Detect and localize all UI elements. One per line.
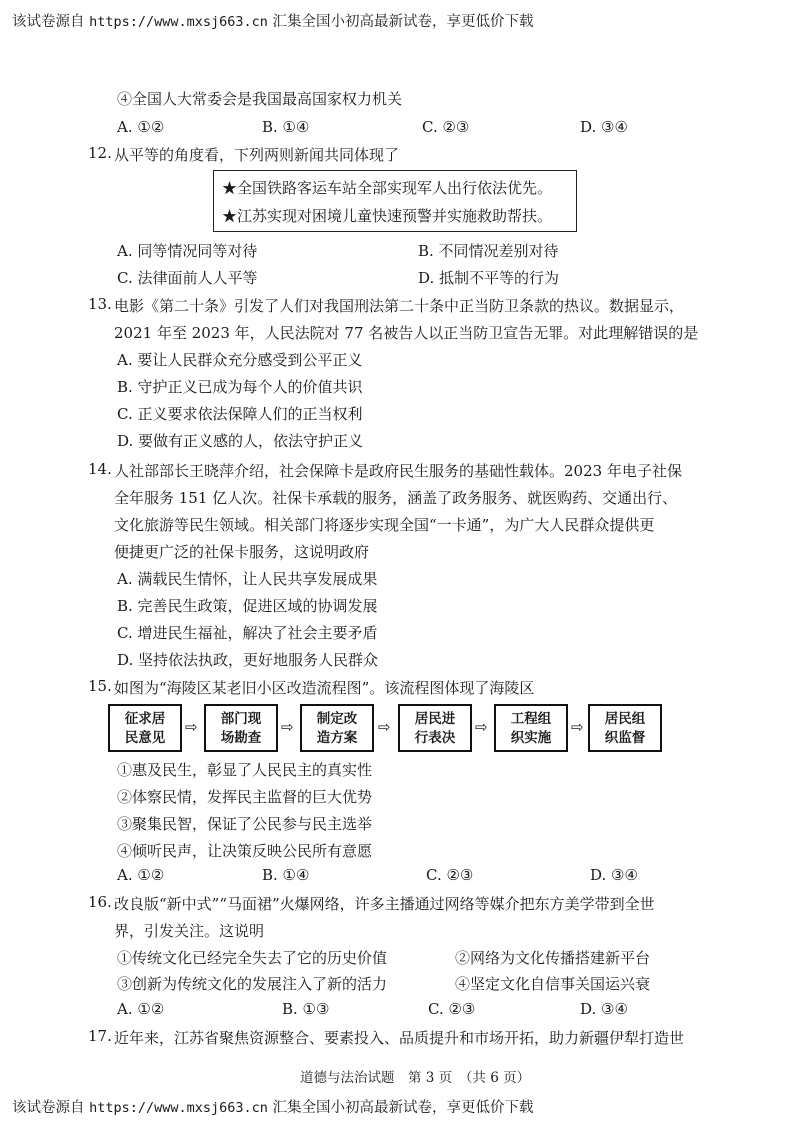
q15-number: 15. bbox=[88, 677, 112, 695]
q13-number: 13. bbox=[88, 295, 112, 313]
flow-step-4 bbox=[398, 704, 472, 752]
q11-item-4: ④全国人大常委会是我国最高国家权力机关 bbox=[117, 90, 403, 108]
flow-step-2 bbox=[204, 704, 278, 752]
bottom-banner-suffix: 汇集全国小初高最新试卷，享更低价下载 bbox=[272, 1100, 534, 1116]
flow-step-4-line-1: 居民进 bbox=[414, 711, 456, 727]
q14-stem-line-1: 人社部部长王晓萍介绍，社会保障卡是政府民生服务的基础性载体。2023 年电子社保 bbox=[114, 462, 682, 480]
q16-number: 16. bbox=[88, 893, 112, 911]
q13-option-b: B. 守护正义已成为每个人的价值共识 bbox=[117, 378, 363, 396]
flow-arrow-2: ⇨ bbox=[281, 718, 294, 736]
q12-news-1: ★全国铁路客运车站全部实现军人出行依法优先。 bbox=[222, 179, 553, 197]
q12-stem: 从平等的角度看，下列两则新闻共同体现了 bbox=[114, 146, 400, 164]
q15-option-b: B. ①④ bbox=[262, 866, 310, 884]
q14-stem-line-2: 全年服务 151 亿人次。社保卡承载的服务，涵盖了政务服务、就医购药、交通出行、 bbox=[114, 489, 678, 507]
q17-stem: 近年来，江苏省聚焦资源整合、要素投入、品质提升和市场开拓，助力新疆伊犁打造世 bbox=[114, 1029, 685, 1047]
q12-option-b: B. 不同情况差别对待 bbox=[418, 242, 559, 260]
banner-suffix: 汇集全国小初高最新试卷，享更低价下载 bbox=[272, 14, 534, 30]
q16-option-a: A. ①② bbox=[117, 1000, 165, 1018]
q13-option-c: C. 正义要求依法保障人们的正当权利 bbox=[117, 405, 363, 423]
bottom-banner-url[interactable]: https://www.mxsj663.cn bbox=[89, 1100, 268, 1116]
flow-step-1-line-2: 民意见 bbox=[124, 730, 166, 746]
flow-step-5-line-1: 工程组 bbox=[510, 711, 552, 727]
q16-option-c: C. ②③ bbox=[428, 1000, 476, 1018]
q11-option-c: C. ②③ bbox=[422, 118, 470, 136]
q11-option-b: B. ①④ bbox=[262, 118, 310, 136]
q11-option-a: A. ①② bbox=[117, 118, 165, 136]
q16-item-3: ③创新为传统文化的发展注入了新的活力 bbox=[117, 975, 388, 993]
q15-item-1: ①惠及民生，彰显了人民民主的真实性 bbox=[117, 761, 373, 779]
q14-number: 14. bbox=[88, 460, 112, 478]
banner-prefix: 该试卷源自 bbox=[12, 14, 85, 30]
q12-option-a: A. 同等情况同等对待 bbox=[117, 242, 258, 260]
bottom-banner bbox=[12, 1096, 534, 1117]
q16-stem-line-1: 改良版“新中式”“马面裙”火爆网络，许多主播通过网络等媒介把东方美学带到全世 bbox=[114, 895, 655, 913]
q12-news-2: ★江苏实现对困境儿童快速预警并实施救助帮扶。 bbox=[222, 207, 553, 225]
flow-arrow-3: ⇨ bbox=[378, 718, 391, 736]
q13-option-a: A. 要让人民群众充分感受到公平正义 bbox=[117, 351, 363, 369]
q14-option-a: A. 满载民生情怀，让人民共享发展成果 bbox=[117, 570, 378, 588]
q16-option-b: B. ①③ bbox=[282, 1000, 330, 1018]
q15-item-2: ②体察民情，发挥民主监督的巨大优势 bbox=[117, 788, 373, 806]
q14-option-d: D. 坚持依法执政，更好地服务人民群众 bbox=[117, 651, 379, 669]
q16-option-d: D. ③④ bbox=[580, 1000, 628, 1018]
q17-number: 17. bbox=[88, 1027, 112, 1045]
flow-step-6 bbox=[588, 704, 662, 752]
flow-step-3 bbox=[300, 704, 374, 752]
q16-item-4: ④坚定文化自信事关国运兴衰 bbox=[455, 975, 651, 993]
flow-arrow-5: ⇨ bbox=[571, 718, 584, 736]
flow-arrow-1: ⇨ bbox=[185, 718, 198, 736]
q14-stem-line-3: 文化旅游等民生领域。相关部门将逐步实现全国“一卡通”，为广大人民群众提供更 bbox=[114, 516, 655, 534]
q15-item-3: ③聚集民智，保证了公民参与民主选举 bbox=[117, 815, 373, 833]
flow-step-5 bbox=[494, 704, 568, 752]
flow-step-5-line-2: 织实施 bbox=[510, 730, 552, 746]
q16-item-2: ②网络为文化传播搭建新平台 bbox=[455, 949, 651, 967]
q12-news-box bbox=[213, 170, 577, 232]
flow-step-3-line-1: 制定改 bbox=[316, 711, 358, 727]
top-banner bbox=[12, 10, 534, 31]
flow-step-6-line-2: 织监督 bbox=[604, 730, 646, 746]
q16-stem-line-2: 界，引发关注。这说明 bbox=[114, 922, 265, 940]
flow-step-1-line-1: 征求居 bbox=[124, 711, 166, 727]
flow-step-2-line-1: 部门现 bbox=[220, 711, 262, 727]
q15-option-d: D. ③④ bbox=[590, 866, 638, 884]
q12-option-d: D. 抵制不平等的行为 bbox=[418, 269, 560, 287]
q12-option-c: C. 法律面前人人平等 bbox=[117, 269, 258, 287]
q13-stem-line-2: 2021 年至 2023 年，人民法院对 77 名被告人以正当防卫宣告无罪。对此理解错误的是 bbox=[114, 324, 699, 342]
page-footer: 道德与法治试题 第 3 页 （共 6 页） bbox=[300, 1070, 531, 1086]
flow-step-1 bbox=[108, 704, 182, 752]
q14-option-b: B. 完善民生政策，促进区域的协调发展 bbox=[117, 597, 378, 615]
q13-option-d: D. 要做有正义感的人，依法守护正义 bbox=[117, 432, 364, 450]
q15-stem: 如图为“海陵区某老旧小区改造流程图”。该流程图体现了海陵区 bbox=[114, 679, 535, 697]
flow-step-3-line-2: 造方案 bbox=[316, 730, 358, 746]
q11-option-d: D. ③④ bbox=[580, 118, 628, 136]
q16-item-1: ①传统文化已经完全失去了它的历史价值 bbox=[117, 949, 388, 967]
flow-step-4-line-2: 行表决 bbox=[414, 730, 456, 746]
q15-item-4: ④倾听民声，让决策反映公民所有意愿 bbox=[117, 842, 373, 860]
flow-arrow-4: ⇨ bbox=[475, 718, 488, 736]
q14-option-c: C. 增进民生福祉，解决了社会主要矛盾 bbox=[117, 624, 378, 642]
flow-step-6-line-1: 居民组 bbox=[604, 711, 646, 727]
flow-step-2-line-2: 场勘查 bbox=[220, 730, 262, 746]
banner-url[interactable]: https://www.mxsj663.cn bbox=[89, 14, 268, 30]
q15-option-a: A. ①② bbox=[117, 866, 165, 884]
bottom-banner-prefix: 该试卷源自 bbox=[12, 1100, 85, 1116]
q14-stem-line-4: 便捷更广泛的社保卡服务，这说明政府 bbox=[114, 543, 370, 561]
q15-option-c: C. ②③ bbox=[426, 866, 474, 884]
q13-stem-line-1: 电影《第二十条》引发了人们对我国刑法第二十条中正当防卫条款的热议。数据显示， bbox=[114, 297, 685, 315]
q12-number: 12. bbox=[88, 144, 112, 162]
